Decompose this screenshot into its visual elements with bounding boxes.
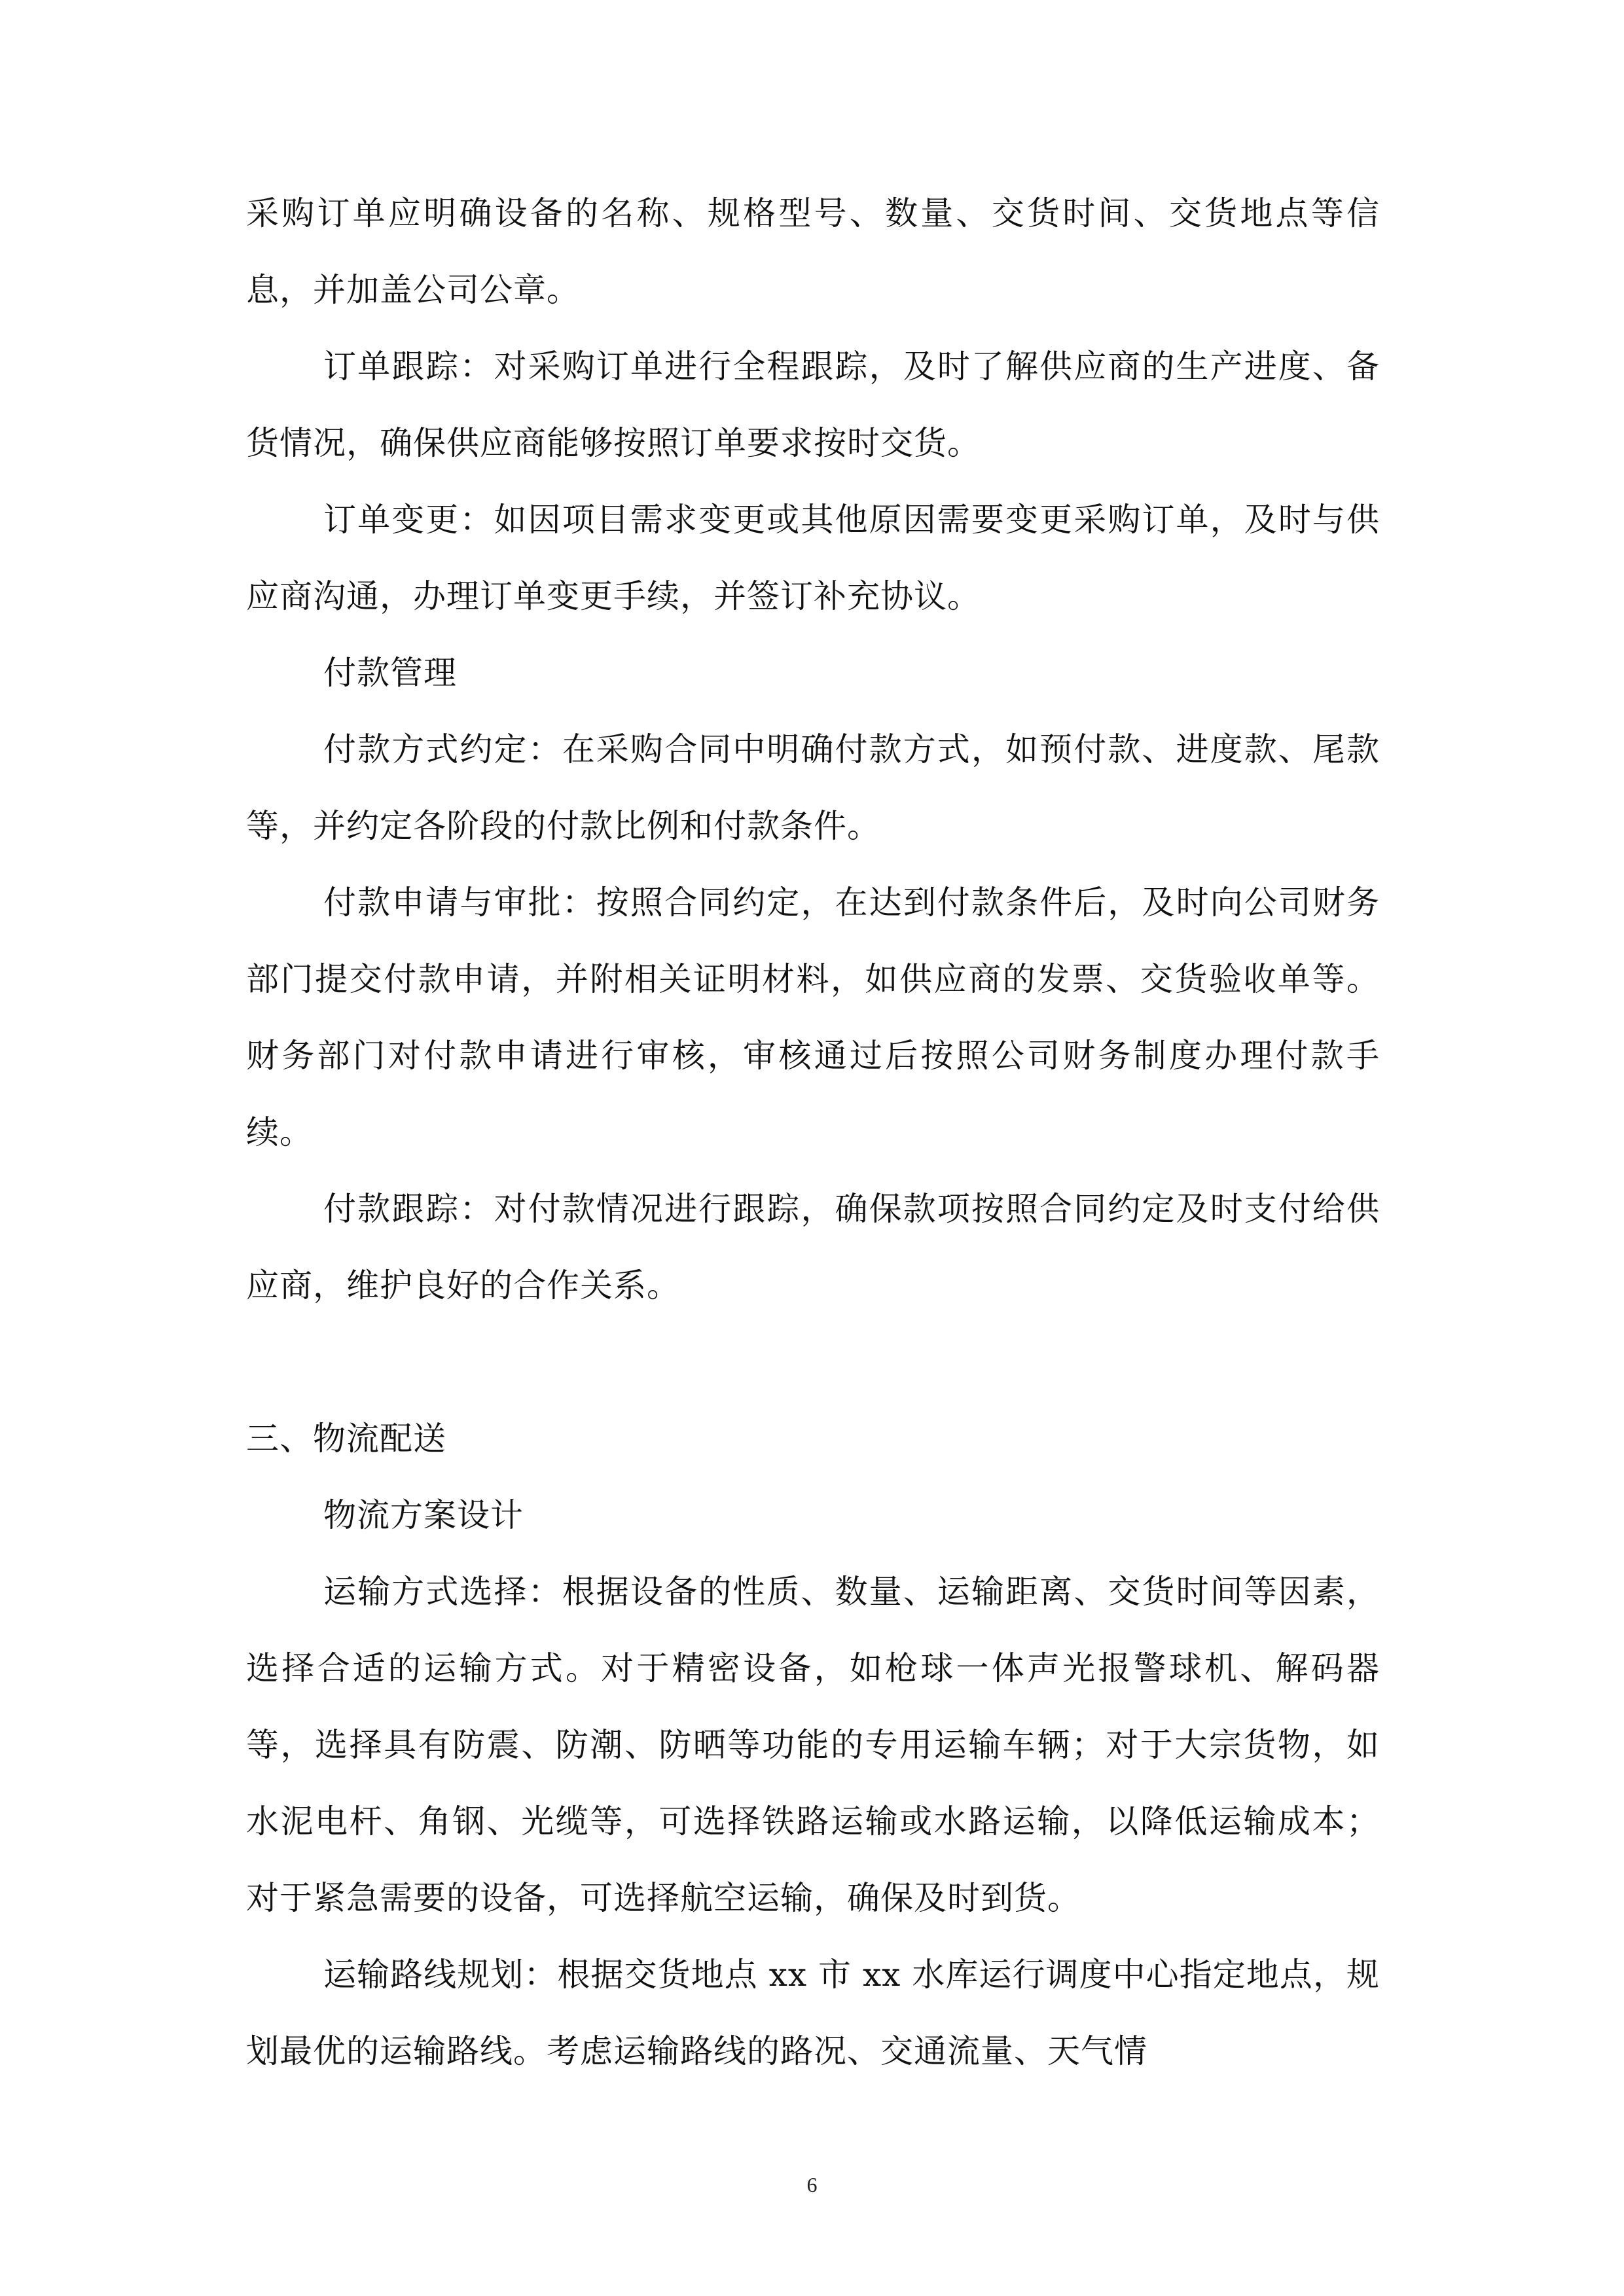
paragraph-payment-tracking: 付款跟踪：对付款情况进行跟踪，确保款项按照合同约定及时支付给供应商，维护良好的合作关系。 xyxy=(246,1190,1380,1304)
paragraph-transport-mode: 运输方式选择：根据设备的性质、数量、运输距离、交货时间等因素，选择合适的运输方式。对于精密设备，如枪球一体声光报警球机、解码器等，选择具有防震、防潮、防晒等功能的专用运输车辆；对于大宗货物，如水泥电杆、角钢、光缆等，可选择铁路运输或水路运输，以降低运输成本；对于紧急需要的设备，可选择航空运输，确保及时到货。 xyxy=(246,1573,1380,1917)
paragraph-order-requirements: 采购订单应明确设备的名称、规格型号、数量、交货时间、交货地点等信息，并加盖公司公章。 xyxy=(246,194,1380,309)
paragraph-order-change: 订单变更：如因项目需求变更或其他原因需要变更采购订单，及时与供应商沟通，办理订单变更手续，并签订补充协议。 xyxy=(246,501,1380,615)
page-number: 6 xyxy=(806,2173,818,2197)
heading-logistics-plan: 物流方案设计 xyxy=(323,1496,524,1534)
paragraph-payment-application: 付款申请与审批：按照合同约定，在达到付款条件后，及时向公司财务部门提交付款申请，并附相关证明材料，如供应商的发票、交货验收单等。财务部门对付款申请进行审核，审核通过后按照公司财务制度办理付款手续。 xyxy=(246,884,1380,1151)
body-text xyxy=(246,175,1380,2090)
heading-payment-management: 付款管理 xyxy=(323,654,457,692)
paragraph-order-tracking: 订单跟踪：对采购订单进行全程跟踪，及时了解供应商的生产进度、备货情况，确保供应商能够按照订单要求按时交货。 xyxy=(246,348,1380,462)
paragraph-payment-method: 付款方式约定：在采购合同中明确付款方式，如预付款、进度款、尾款等，并约定各阶段的付款比例和付款条件。 xyxy=(246,730,1380,845)
paragraph-route-planning: 运输路线规划：根据交货地点 xx 市 xx 水库运行调度中心指定地点，规划最优的运输路线。考虑运输路线的路况、交通流量、天气情 xyxy=(246,1956,1380,2070)
section-heading-logistics: 三、物流配送 xyxy=(246,1420,446,1458)
